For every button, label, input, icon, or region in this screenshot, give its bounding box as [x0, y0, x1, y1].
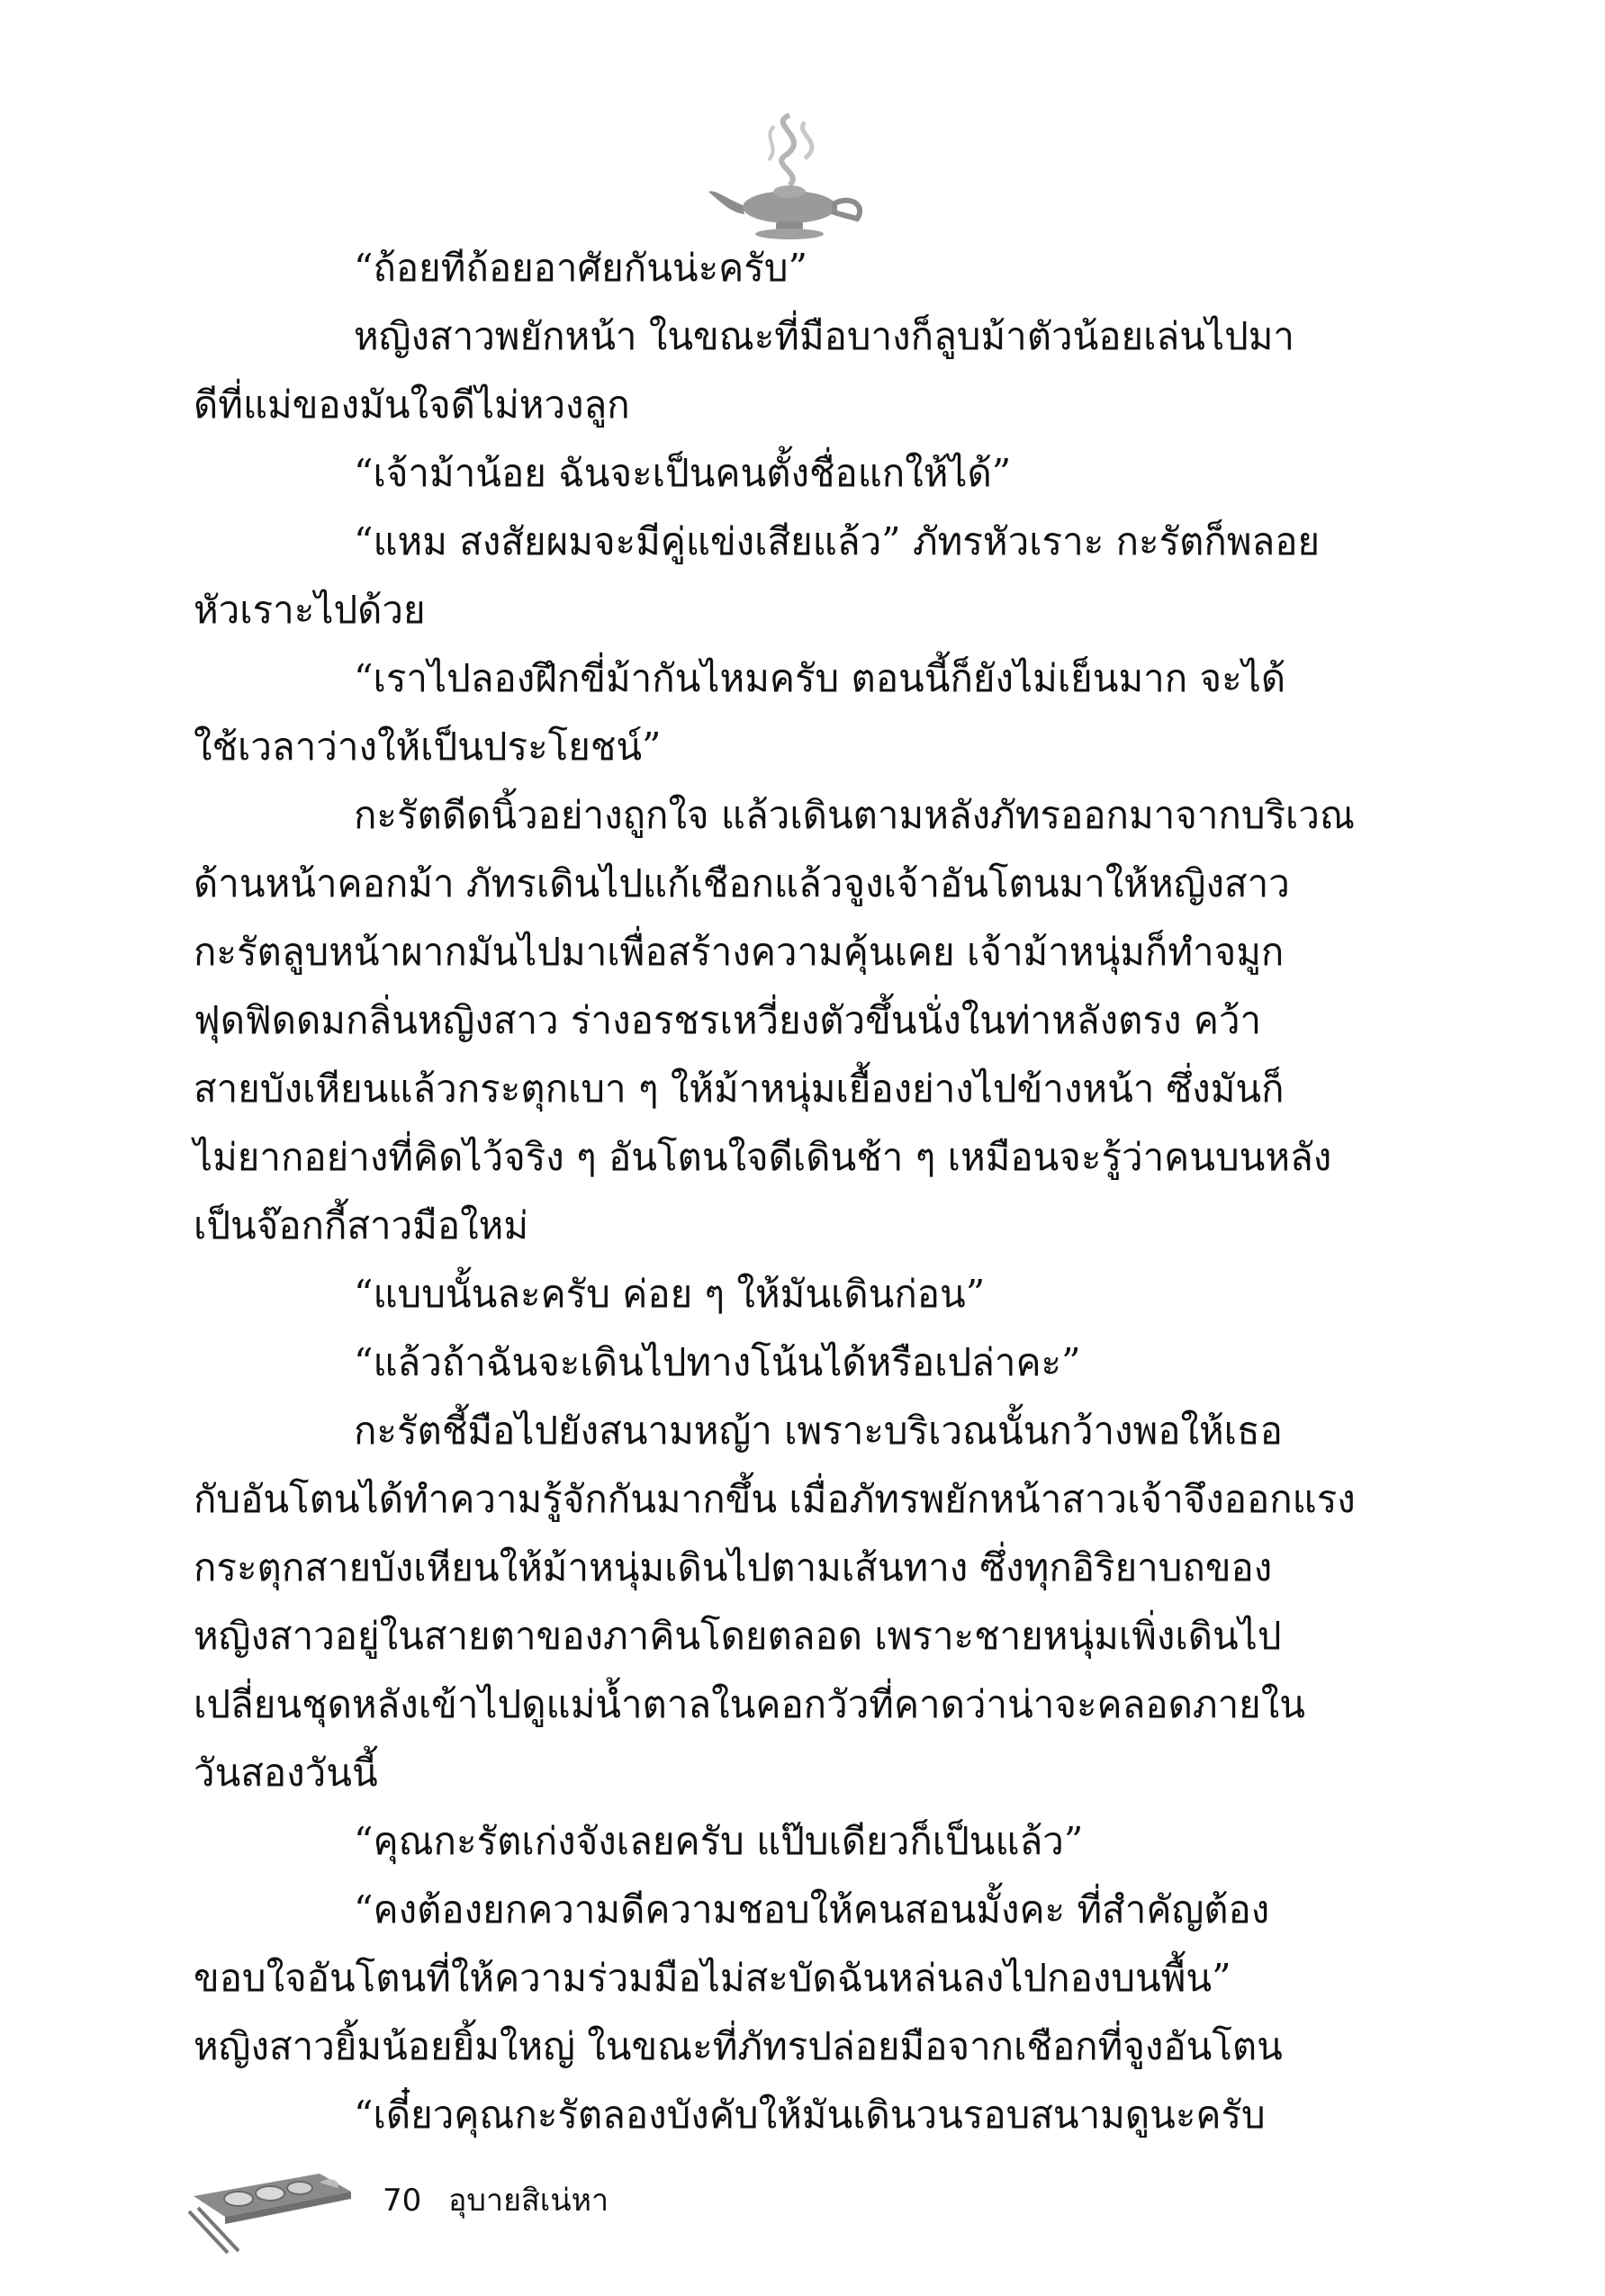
paragraph-line: กะรัตลูบหน้าผากมันไปมาเพื่อสร้างความคุ้นเคย เจ้าม้าหนุ่มก็ทำจมูก: [194, 930, 1285, 974]
paragraph-line: “ถ้อยทีถ้อยอาศัยกันน่ะครับ”: [354, 246, 807, 290]
paragraph-line: “คุณกะรัตเก่งจังเลยครับ แป๊บเดียวก็เป็นแล้ว”: [354, 1819, 1084, 1863]
paragraph-line: วันสองวันนี้: [194, 1751, 378, 1795]
sushi-platter-icon: [185, 2147, 360, 2255]
book-title: อุบายสิเน่หา: [448, 2183, 609, 2219]
paragraph-line: ขอบใจอันโตนที่ให้ความร่วมมือไม่สะบัดฉันหล่นลงไปกองบนพื้น”: [194, 1956, 1231, 2000]
paragraph-line: หญิงสาวยิ้มน้อยยิ้มใหญ่ ในขณะที่ภัทรปล่อยมือจากเชือกที่จูงอันโตน: [194, 2024, 1283, 2068]
paragraph-line: ฟุดฟิดดมกลิ่นหญิงสาว ร่างอรชรเหวี่ยงตัวขึ้นนั่งในท่าหลังตรง คว้า: [194, 998, 1262, 1042]
paragraph-line: “แบบนั้นละครับ ค่อย ๆ ให้มันเดินก่อน”: [354, 1272, 986, 1316]
paragraph-line: ดีที่แม่ของมันใจดีไม่หวงลูก: [194, 383, 630, 427]
paragraph-line: กะรัตดีดนิ้วอย่างถูกใจ แล้วเดินตามหลังภัทรออกมาจากบริเวณ: [354, 793, 1355, 837]
paragraph-line: เปลี่ยนชุดหลังเข้าไปดูแม่น้ำตาลในคอกวัวที่คาดว่าน่าจะคลอดภายใน: [194, 1682, 1305, 1726]
paragraph-line: เป็นจ๊อกกี้สาวมือใหม่: [194, 1203, 529, 1247]
paragraph-line: กับอันโตนได้ทำความรู้จักกันมากขึ้น เมื่อภัทรพยักหน้าสาวเจ้าจึงออกแรง: [194, 1477, 1356, 1521]
paragraph-line: ด้านหน้าคอกม้า ภัทรเดินไปแก้เชือกแล้วจูงเจ้าอันโตนมาให้หญิงสาว: [194, 861, 1290, 905]
paragraph-line: หัวเราะไปด้วย: [194, 588, 426, 632]
paragraph-line: หญิงสาวพยักหน้า ในขณะที่มือบางก็ลูบม้าตัวน้อยเล่นไปมา: [354, 314, 1294, 358]
paragraph-line: “เราไปลองฝึกขี่ม้ากันไหมครับ ตอนนี้ก็ยังไม่เย็นมาก จะได้: [354, 656, 1286, 700]
paragraph-line: “แล้วถ้าฉันจะเดินไปทางโน้นได้หรือเปล่าคะ”: [354, 1340, 1081, 1384]
paragraph-line: ไม่ยากอย่างที่คิดไว้จริง ๆ อันโตนใจดีเดินช้า ๆ เหมือนจะรู้ว่าคนบนหลัง: [194, 1135, 1332, 1179]
paragraph-line: กระตุกสายบังเหียนให้ม้าหนุ่มเดินไปตามเส้นทาง ซึ่งทุกอิริยาบถของ: [194, 1545, 1273, 1589]
paragraph-line: กะรัตชี้มือไปยังสนามหญ้า เพราะบริเวณนั้นกว้างพอให้เธอ: [354, 1409, 1283, 1453]
paragraph-line: “แหม สงสัยผมจะมีคู่แข่งเสียแล้ว” ภัทรหัวเราะ กะรัตก็พลอย: [354, 519, 1321, 563]
paragraph-line: “คงต้องยกความดีความชอบให้คนสอนมั้งคะ ที่สำคัญต้อง: [354, 1887, 1270, 1931]
paragraph-line: “เจ้าม้าน้อย ฉันจะเป็นคนตั้งชื่อแกให้ได้”: [354, 451, 1012, 495]
page-number: 70: [383, 2183, 422, 2219]
paragraph-line: หญิงสาวอยู่ในสายตาของภาคินโดยตลอด เพราะชายหนุ่มเพิ่งเดินไป: [194, 1614, 1282, 1658]
paragraph-line: สายบังเหียนแล้วกระตุกเบา ๆ ให้ม้าหนุ่มเยื้องย่างไปข้างหน้า ซึ่งมันก็: [194, 1067, 1285, 1111]
paragraph-line: “เดี๋ยวคุณกะรัตลองบังคับให้มันเดินวนรอบสนามดูนะครับ: [354, 2093, 1266, 2137]
paragraph-line: ใช้เวลาว่างให้เป็นประโยชน์”: [194, 725, 662, 769]
